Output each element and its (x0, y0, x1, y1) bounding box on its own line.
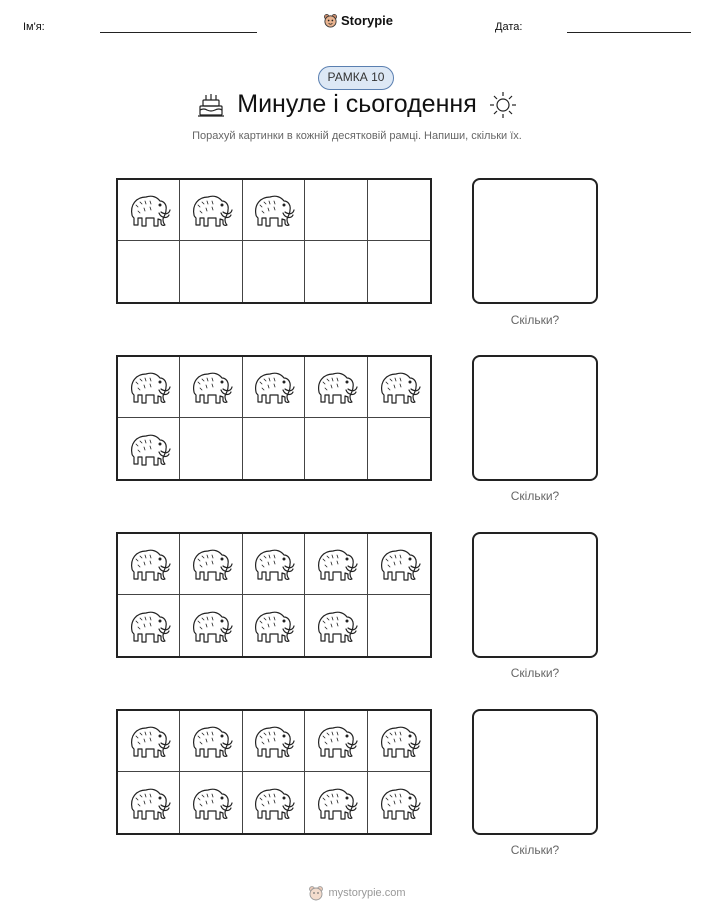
ten-frame-cell (118, 357, 180, 418)
ten-frame-cell (305, 534, 367, 595)
ten-frame-cell (243, 772, 305, 833)
answer-box-1[interactable] (472, 178, 598, 304)
ten-frame-cell (118, 772, 180, 833)
ten-frame-cell (243, 180, 305, 241)
answer-prompt-2: Скільки? (510, 489, 560, 503)
ten-frame-cell (118, 595, 180, 656)
ten-frame-cell (368, 595, 430, 656)
ten-frame-cell (118, 418, 180, 479)
mammoth-icon (250, 784, 296, 822)
mammoth-icon (313, 545, 359, 583)
ten-frame-cell (243, 357, 305, 418)
mammoth-icon (313, 368, 359, 406)
ten-frame-cell (118, 534, 180, 595)
mammoth-icon (376, 545, 422, 583)
ten-frame-cell (243, 711, 305, 772)
name-label: Ім'я: (23, 21, 45, 33)
frame-badge: РАМКА 10 (318, 66, 394, 90)
answer-prompt-3: Скільки? (510, 666, 560, 680)
ten-frame-cell (368, 357, 430, 418)
ten-frame-cell (305, 241, 367, 302)
ten-frame-cell (243, 241, 305, 302)
mammoth-icon (313, 607, 359, 645)
date-label: Дата: (495, 21, 523, 33)
mammoth-icon (376, 368, 422, 406)
mammoth-icon (313, 784, 359, 822)
mammoth-icon (250, 191, 296, 229)
footer (0, 885, 714, 901)
mammoth-icon (250, 368, 296, 406)
ten-frame-cell (118, 180, 180, 241)
date-line[interactable] (567, 32, 691, 33)
footer-site[interactable]: mystorypie.com (328, 887, 406, 899)
ten-frame-cell (305, 418, 367, 479)
ten-frame-3 (116, 532, 432, 658)
ten-frame-cell (368, 180, 430, 241)
ten-frame-1 (116, 178, 432, 304)
ten-frame-cell (368, 772, 430, 833)
ten-frame-cell (180, 418, 242, 479)
ten-frame-cell (368, 711, 430, 772)
ten-frame-2 (116, 355, 432, 481)
ten-frame-cell (118, 711, 180, 772)
ten-frame-cell (305, 711, 367, 772)
page-title: Минуле і сьогодення (237, 90, 477, 118)
ten-frame-cell (305, 595, 367, 656)
ten-frame-cell (180, 357, 242, 418)
mammoth-icon (376, 784, 422, 822)
title-row (0, 90, 714, 119)
mammoth-icon (126, 784, 172, 822)
ten-frame-cell (368, 241, 430, 302)
instructions: Порахуй картинки в кожній десятковій рамці. Напиши, скільки їх. (192, 130, 522, 142)
ten-frame-cell (118, 241, 180, 302)
mammoth-icon (188, 545, 234, 583)
answer-prompt-1: Скільки? (510, 313, 560, 327)
mammoth-icon (188, 368, 234, 406)
ten-frame-cell (305, 357, 367, 418)
ten-frame-cell (305, 180, 367, 241)
ten-frame-cell (305, 772, 367, 833)
brand-logo (323, 13, 393, 28)
storypie-mascot-icon (308, 885, 324, 901)
ten-frame-cell (368, 418, 430, 479)
ten-frame-cell (243, 534, 305, 595)
ten-frame-cell (180, 534, 242, 595)
ten-frame-cell (243, 418, 305, 479)
mammoth-icon (250, 607, 296, 645)
ten-frame-cell (180, 595, 242, 656)
mammoth-icon (188, 784, 234, 822)
mammoth-icon (188, 191, 234, 229)
answer-prompt-4: Скільки? (510, 843, 560, 857)
ten-frame-4 (116, 709, 432, 835)
answer-box-4[interactable] (472, 709, 598, 835)
ten-frame-cell (180, 711, 242, 772)
answer-box-2[interactable] (472, 355, 598, 481)
answer-box-3[interactable] (472, 532, 598, 658)
mammoth-icon (376, 722, 422, 760)
mammoth-icon (126, 545, 172, 583)
ten-frame-cell (180, 241, 242, 302)
name-line[interactable] (100, 32, 257, 33)
mammoth-icon (188, 722, 234, 760)
mammoth-icon (126, 722, 172, 760)
mammoth-icon (250, 722, 296, 760)
mammoth-icon (126, 430, 172, 468)
ten-frame-cell (180, 772, 242, 833)
ten-frame-cell (368, 534, 430, 595)
mammoth-icon (188, 607, 234, 645)
mammoth-icon (126, 191, 172, 229)
mammoth-icon (313, 722, 359, 760)
ten-frame-cell (243, 595, 305, 656)
sun-icon (489, 91, 517, 119)
mammoth-icon (250, 545, 296, 583)
birthday-cake-icon (197, 91, 225, 119)
mammoth-icon (126, 607, 172, 645)
mammoth-icon (126, 368, 172, 406)
ten-frame-cell (180, 180, 242, 241)
storypie-mascot-icon (323, 13, 338, 28)
brand-name: Storypie (341, 13, 394, 28)
